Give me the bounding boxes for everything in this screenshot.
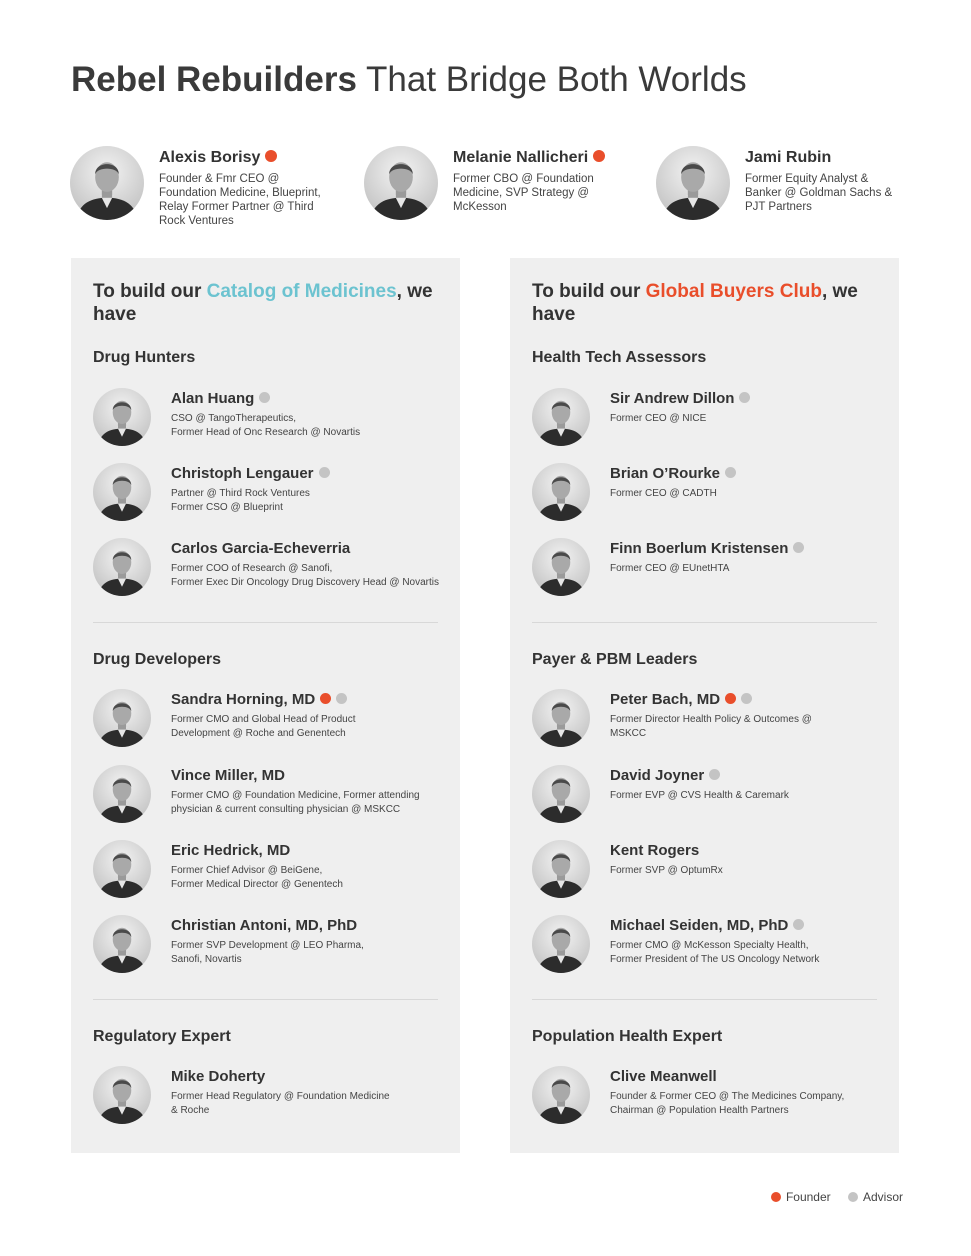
person-card xyxy=(93,689,453,749)
section-divider xyxy=(532,622,877,623)
leader-alexis-borisy xyxy=(70,146,350,236)
person-role: Former CEO @ CADTH xyxy=(610,488,717,499)
person-role: Former SVP @ OptumRx xyxy=(610,865,723,876)
person-name: Sandra Horning, MD xyxy=(171,691,347,709)
founder-dot-icon xyxy=(725,693,736,704)
panel-heading: To build our Global Buyers Club, we have xyxy=(532,281,858,325)
person-name: David Joyner xyxy=(610,767,720,785)
person-card xyxy=(532,538,892,598)
advisor-dot-icon xyxy=(259,392,270,403)
portrait-photo xyxy=(93,689,151,747)
person-card xyxy=(532,1066,892,1126)
person-role: Former COO of Research @ Sanofi, Former Exec Dir Oncology Drug Discovery Head @ Novartis xyxy=(171,563,440,588)
portrait-photo xyxy=(532,915,590,973)
section-divider xyxy=(93,622,438,623)
person-card xyxy=(93,538,453,598)
person-card xyxy=(93,765,453,825)
person-role: Former CEO @ EUnetHTA xyxy=(610,563,730,574)
portrait-photo xyxy=(93,840,151,898)
legend xyxy=(757,1190,903,1204)
portrait-photo xyxy=(93,388,151,446)
advisor-dot-icon xyxy=(793,542,804,553)
portrait-photo xyxy=(93,463,151,521)
person-card xyxy=(93,388,453,448)
legend-advisor: Advisor xyxy=(848,1190,903,1204)
person-card xyxy=(93,1066,453,1126)
founder-dot-icon xyxy=(593,150,605,162)
person-role: Former CMO @ Foundation Medicine, Former attending physician & current consulting physician @ MSKCC xyxy=(171,790,420,815)
person-role: Partner @ Third Rock Ventures Former CSO @ Blueprint xyxy=(171,488,310,513)
leader-role: Former CBO @ Foundation Medicine, SVP Strategy @ McKesson xyxy=(453,173,594,213)
legend-founder: Founder xyxy=(771,1190,831,1204)
person-role: Former CMO @ McKesson Specialty Health, Former President of The US Oncology Network xyxy=(610,940,820,965)
buyers-club-panel xyxy=(510,258,899,1153)
person-card xyxy=(532,765,892,825)
section-title: Drug Hunters xyxy=(93,349,196,366)
leader-melanie-nallicheri xyxy=(364,146,644,236)
person-name: Vince Miller, MD xyxy=(171,767,285,784)
section-divider xyxy=(532,999,877,1000)
person-name: Clive Meanwell xyxy=(610,1068,717,1085)
section-divider xyxy=(93,999,438,1000)
founder-dot-icon xyxy=(265,150,277,162)
leader-jami-rubin xyxy=(656,146,936,236)
person-name: Christian Antoni, MD, PhD xyxy=(171,917,358,934)
portrait-photo xyxy=(70,146,144,220)
title-bold: Rebel Rebuilders xyxy=(71,60,357,99)
person-role: Former CEO @ NICE xyxy=(610,413,707,424)
portrait-photo xyxy=(93,765,151,823)
catalog-panel xyxy=(71,258,460,1153)
person-role: Former SVP Development @ LEO Pharma, Sanofi, Novartis xyxy=(171,940,364,965)
person-name: Eric Hedrick, MD xyxy=(171,842,291,859)
leader-name: Alexis Borisy xyxy=(159,148,277,168)
advisor-dot-icon xyxy=(848,1192,858,1202)
page-title xyxy=(71,58,747,102)
person-name: Alan Huang xyxy=(171,390,270,408)
portrait-photo xyxy=(532,1066,590,1124)
person-card xyxy=(532,388,892,448)
portrait-photo xyxy=(93,538,151,596)
person-role: CSO @ TangoTherapeutics, Former Head of Onc Research @ Novartis xyxy=(171,413,361,438)
portrait-photo xyxy=(532,538,590,596)
person-name: Brian O’Rourke xyxy=(610,465,736,483)
section-title: Regulatory Expert xyxy=(93,1028,231,1045)
heading-highlight: Catalog of Medicines xyxy=(206,281,397,302)
advisor-dot-icon xyxy=(709,769,720,780)
panel-heading: To build our Catalog of Medicines, we have xyxy=(93,281,433,325)
advisor-dot-icon xyxy=(319,467,330,478)
founder-dot-icon xyxy=(771,1192,781,1202)
leader-role: Founder & Fmr CEO @ Foundation Medicine, Blueprint, Relay Former Partner @ Third Rock Ventures xyxy=(159,173,321,227)
person-name: Mike Doherty xyxy=(171,1068,266,1085)
section-title: Drug Developers xyxy=(93,651,222,668)
section-title: Population Health Expert xyxy=(532,1028,723,1045)
person-role: Former Director Health Policy & Outcomes @ MSKCC xyxy=(610,714,812,739)
person-card xyxy=(532,689,892,749)
leader-role: Former Equity Analyst & Banker @ Goldman Sachs & PJT Partners xyxy=(745,173,893,213)
portrait-photo xyxy=(656,146,730,220)
person-name: Peter Bach, MD xyxy=(610,691,752,709)
portrait-photo xyxy=(364,146,438,220)
advisor-dot-icon xyxy=(725,467,736,478)
portrait-photo xyxy=(532,765,590,823)
heading-highlight: Global Buyers Club xyxy=(645,281,822,302)
title-rest: That Bridge Both Worlds xyxy=(366,60,747,99)
portrait-photo xyxy=(532,689,590,747)
person-role: Founder & Former CEO @ The Medicines Company, Chairman @ Population Health Partners xyxy=(610,1091,845,1116)
person-role: Former CMO and Global Head of Product Development @ Roche and Genentech xyxy=(171,714,356,739)
portrait-photo xyxy=(532,840,590,898)
portrait-photo xyxy=(93,915,151,973)
person-card xyxy=(532,463,892,523)
person-name: Finn Boerlum Kristensen xyxy=(610,540,804,558)
section-title: Payer & PBM Leaders xyxy=(532,651,698,668)
person-card xyxy=(93,840,453,900)
advisor-dot-icon xyxy=(336,693,347,704)
person-name: Christoph Lengauer xyxy=(171,465,330,483)
person-name: Kent Rogers xyxy=(610,842,700,859)
leader-name: Jami Rubin xyxy=(745,149,832,166)
portrait-photo xyxy=(532,463,590,521)
person-name: Michael Seiden, MD, PhD xyxy=(610,917,804,935)
portrait-photo xyxy=(93,1066,151,1124)
person-card xyxy=(93,915,453,975)
section-title: Health Tech Assessors xyxy=(532,349,707,366)
person-role: Former Head Regulatory @ Foundation Medicine & Roche xyxy=(171,1091,390,1116)
advisor-dot-icon xyxy=(793,919,804,930)
advisor-dot-icon xyxy=(741,693,752,704)
person-role: Former EVP @ CVS Health & Caremark xyxy=(610,790,789,801)
person-name: Carlos Garcia-Echeverria xyxy=(171,540,351,557)
person-card xyxy=(532,840,892,900)
person-card xyxy=(532,915,892,975)
leader-name: Melanie Nallicheri xyxy=(453,148,605,168)
person-role: Former Chief Advisor @ BeiGene, Former Medical Director @ Genentech xyxy=(171,865,343,890)
founder-dot-icon xyxy=(320,693,331,704)
person-name: Sir Andrew Dillon xyxy=(610,390,750,408)
person-card xyxy=(93,463,453,523)
advisor-dot-icon xyxy=(739,392,750,403)
portrait-photo xyxy=(532,388,590,446)
